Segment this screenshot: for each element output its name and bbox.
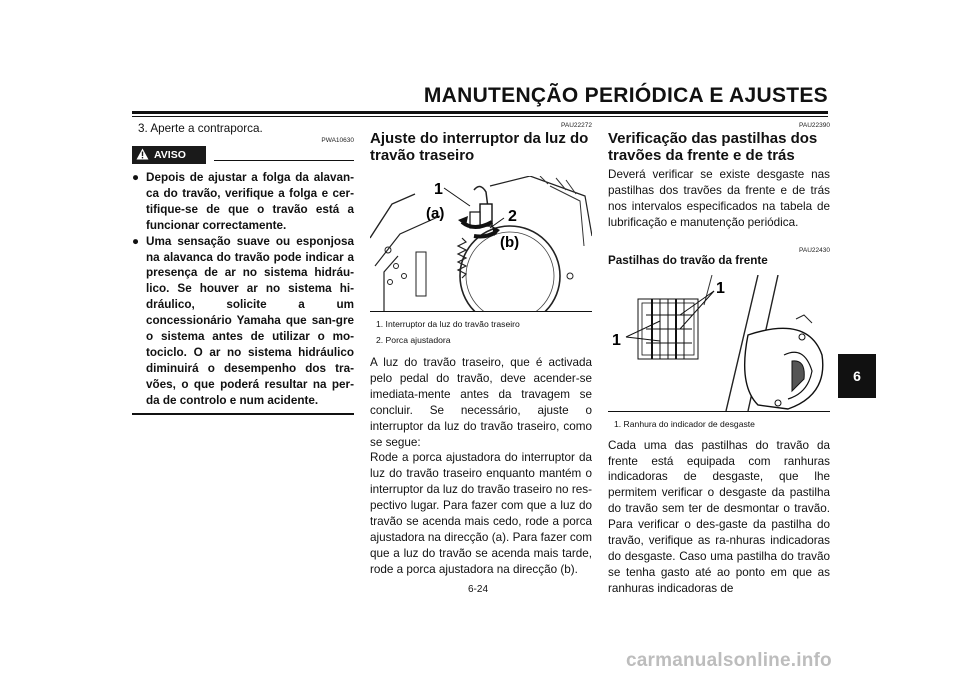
figure-caption: 1. Ranhura do indicador de desgaste: [614, 418, 755, 429]
warning-item: [132, 170, 354, 234]
figure-label-a: (a): [426, 205, 445, 222]
caption-item: 2. Porca ajustadora: [376, 335, 451, 345]
figure-captions: [370, 316, 592, 348]
warning-code: PWA10630: [321, 137, 354, 144]
column-left: [132, 122, 354, 415]
page-header-title: MANUTENÇÃO PERIÓDICA E AJUSTES: [423, 84, 828, 107]
section-title: Verificação das pastilhas dos travões da frente e de trás: [608, 130, 818, 164]
figure-label-1: 1: [716, 279, 725, 297]
section-code: PAU22390: [799, 122, 830, 129]
body-paragraph: Rode a porca ajustadora do interruptor da luz do travão traseiro enquanto mantém o interruptor da luz do travão traseiro no res-pectivo lugar. Para fazer com que a luz do travão se acenda mais cedo, rode a porca ajustadora na direcção (a). Para fazer com que a luz do travão se acenda mais tarde, rode a porca ajustadora na direcção (b).: [370, 451, 592, 576]
bullet-icon: ●: [132, 234, 140, 248]
warning-triangle-icon: [136, 148, 149, 163]
chapter-side-tab: 6: [838, 354, 876, 398]
brake-switch-figure: [370, 176, 592, 311]
warning-item: [132, 234, 354, 409]
figure-label-2: 2: [508, 208, 517, 225]
warning-list: [132, 170, 354, 409]
figure-separator: [608, 411, 830, 412]
header-rule-thick: [132, 111, 828, 114]
warning-header: [132, 146, 354, 164]
column-right: [608, 122, 830, 597]
warning-label: AVISO: [154, 149, 186, 161]
intro-paragraph: Deverá verificar se existe desgaste nas pastilhas dos travões da frente e de trás nos intervalos especificados na tabela de lubrificação e manutenção periódica.: [608, 168, 830, 229]
figure-label-1: 1: [612, 331, 621, 349]
warning-end-rule: [132, 413, 354, 415]
warning-rule: [214, 160, 354, 161]
bullet-icon: ●: [132, 171, 140, 184]
figure-label-1: 1: [434, 181, 443, 198]
section-code: PAU22272: [561, 122, 592, 129]
figure-label-b: (b): [500, 234, 520, 251]
page-number: 6-24: [468, 584, 489, 595]
watermark: carmanualsonline.info: [626, 650, 832, 671]
warning-item-text: Depois de ajustar a folga da alavan-ca do travão, verifique a folga e cer-tifique-se de que o travão está a funcionar correctamente.: [146, 171, 354, 232]
subsection-title: Pastilhas do travão da frente: [608, 253, 768, 267]
column-middle: [370, 122, 592, 578]
body-paragraph: Cada uma das pastilhas do travão da frente está equipada com ranhuras indicadoras de desgaste, que lhe permitem verificar o desgaste da pastilha do travão sem ter de desmontar o travão. Para verificar o des-gaste da pastilha do travão, verifique as ra-nhuras indicadoras do desgaste. Caso uma pastilha do travão se tenha gasto até ao ponto em que as ranhuras indicadoras de: [608, 438, 830, 595]
body-paragraph: A luz do travão traseiro, que é activada pelo pedal do travão, deve acender-se imediata-mente antes da travagem se concluir. Se necessário, ajuste o interruptor da luz do travão traseiro, como se segue:: [370, 356, 592, 449]
step-text: 3. Aperte a contraporca.: [138, 122, 263, 135]
section-title: Ajuste do interruptor da luz do travão traseiro: [370, 130, 589, 164]
caption-item: 1. Interruptor da luz do travão traseiro: [376, 319, 520, 329]
figure-separator: [370, 311, 592, 312]
subsection-code: PAU22430: [799, 246, 830, 254]
brake-pad-figure: [608, 275, 830, 411]
warning-badge: [132, 146, 206, 164]
header-rule-thin: [132, 116, 828, 117]
warning-item-text: Uma sensação suave ou esponjosa na alavanca do travão pode indicar a presença de ar no sistema hidráu-lico. Se houver ar no sistema hi-dráulico, solicite a um concessionário Yamaha que san-gre o sistema antes de utilizar o mo-tociclo. O ar no sistema hidráulico diminuirá o desempenho dos tra-vões, o que poderá resultar na per-da de controlo e num acidente.: [146, 234, 354, 407]
